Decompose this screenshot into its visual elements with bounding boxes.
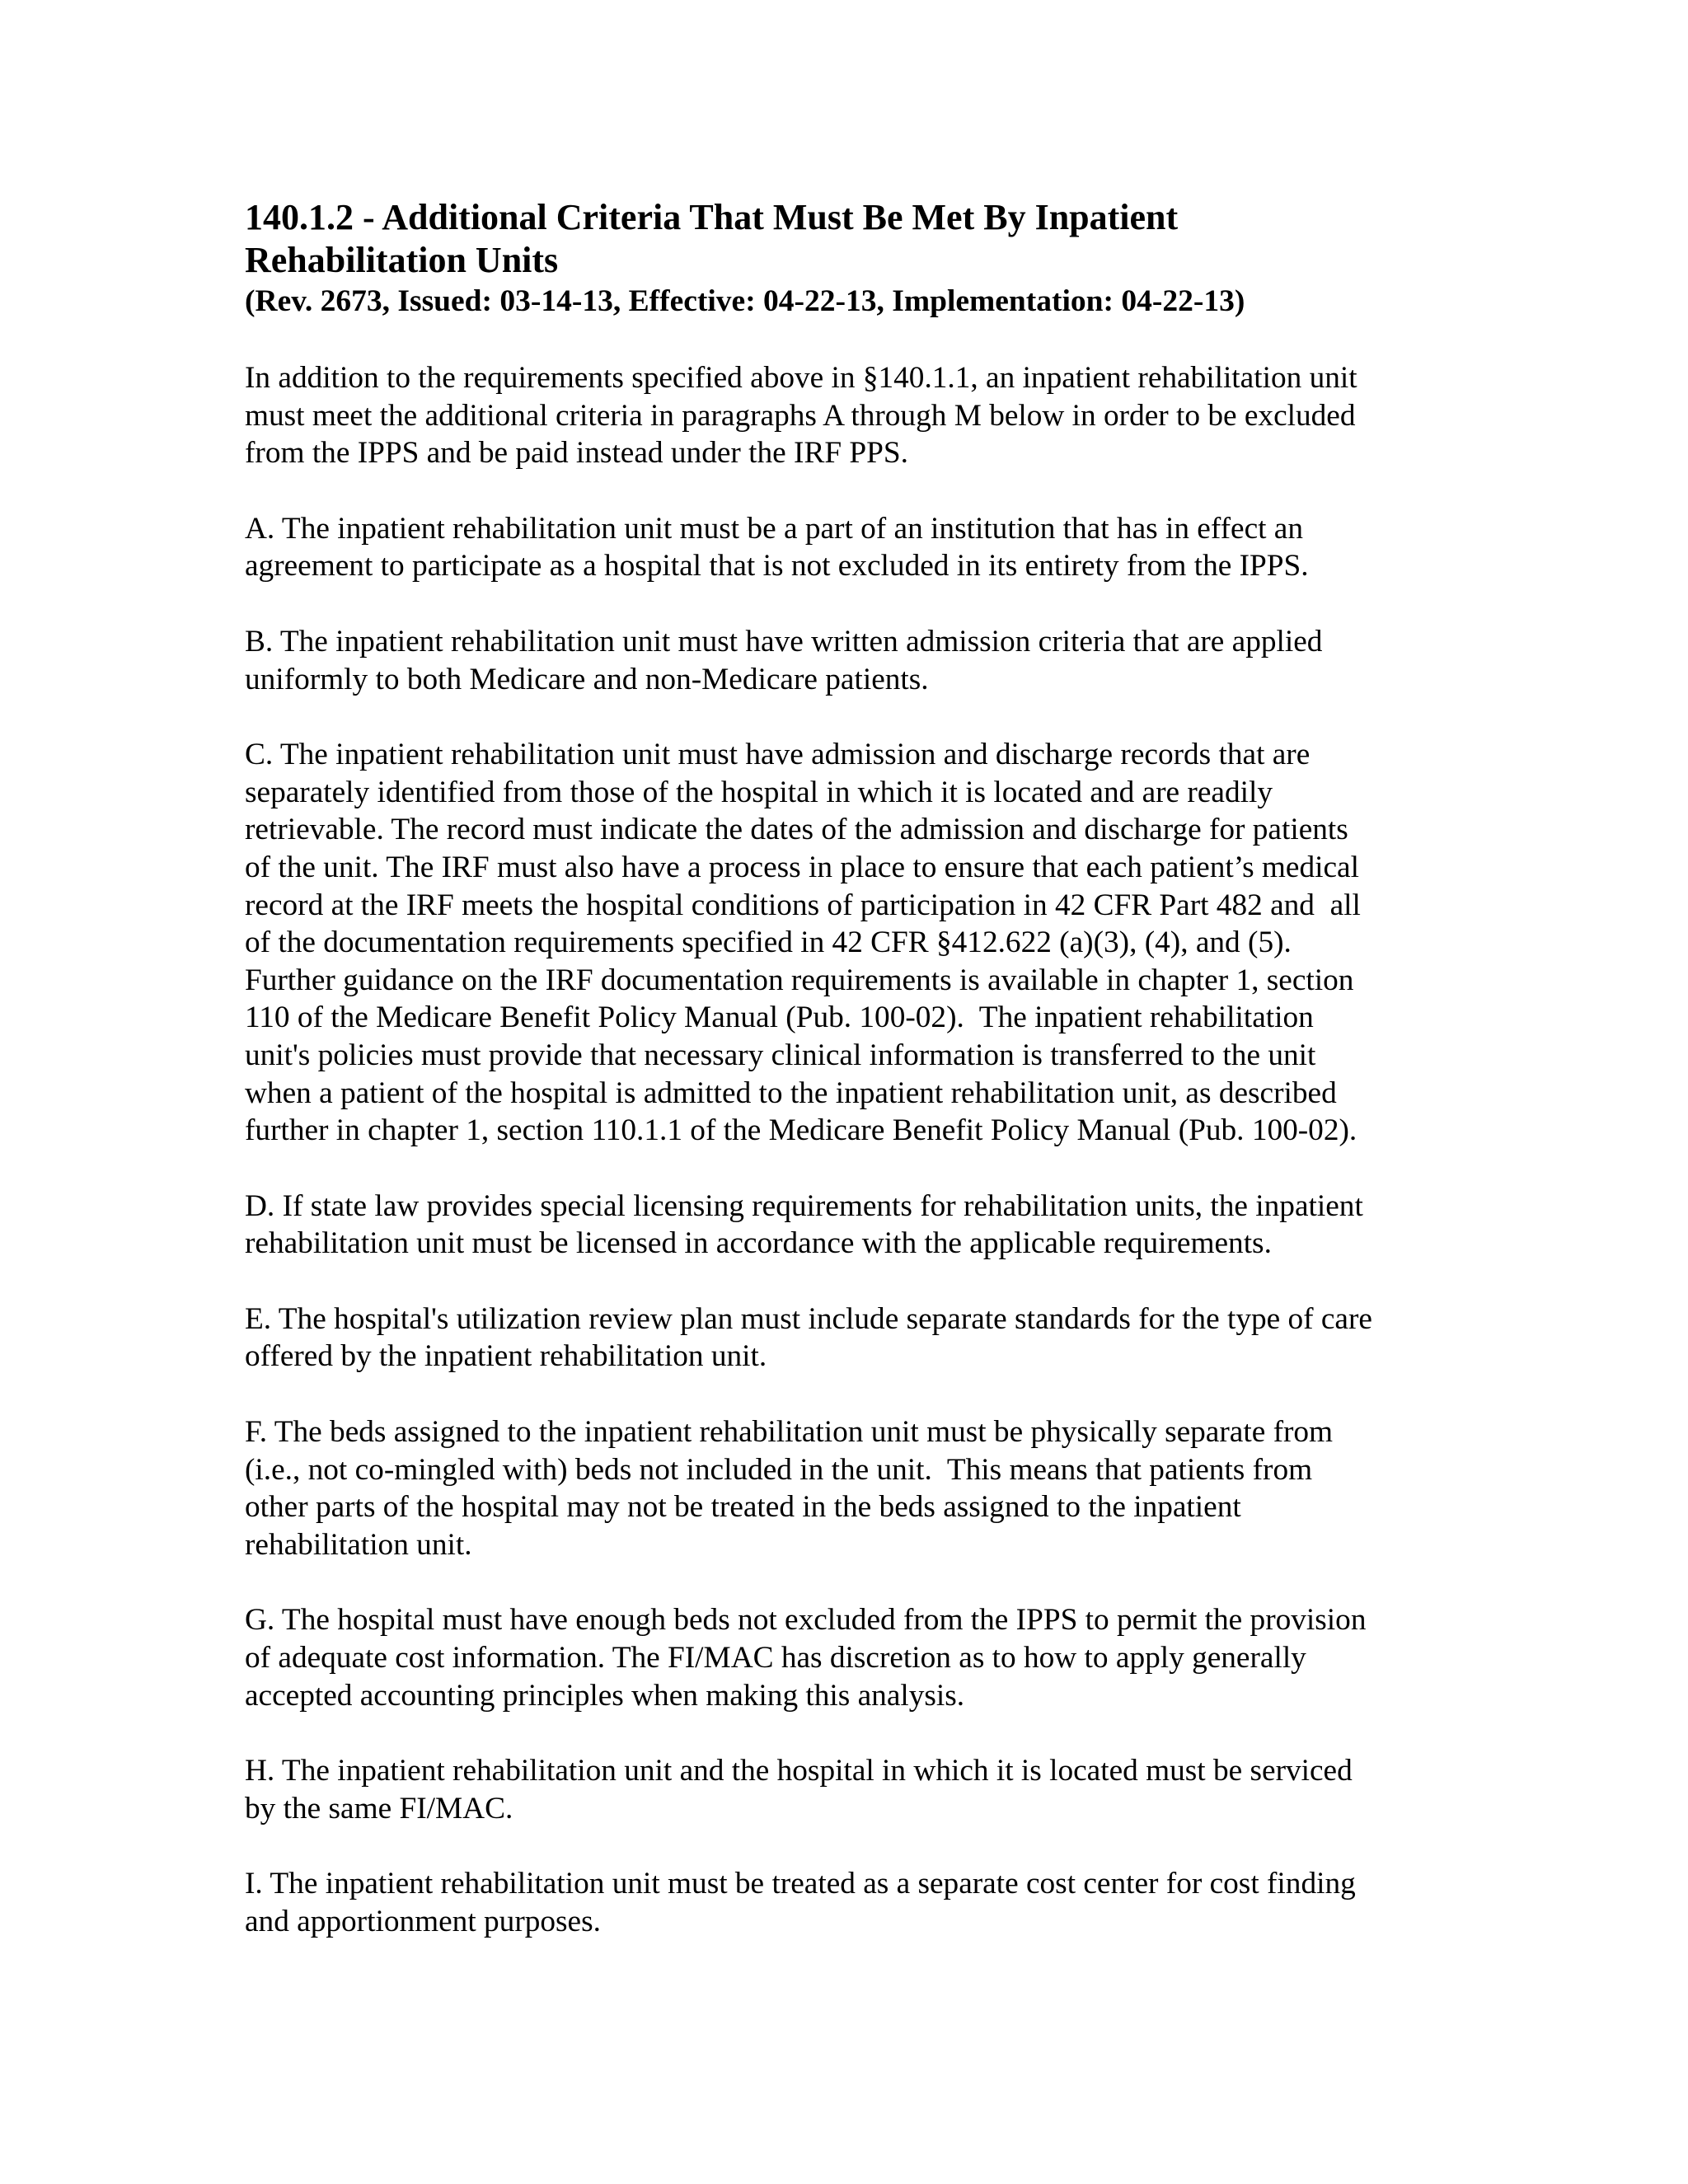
document-page — [245, 196, 1465, 1941]
paragraph-line: I. The inpatient rehabilitation unit must be treated as a separate cost center for cost finding — [245, 1867, 1356, 1901]
intro-paragraph — [245, 359, 1465, 472]
paragraph-line: Further guidance on the IRF documentation requirements is available in chapter 1, section — [245, 963, 1354, 997]
criterion-d-paragraph — [245, 1188, 1465, 1263]
paragraph-line: E. The hospital's utilization review plan must include separate standards for the type of care — [245, 1301, 1372, 1336]
paragraph-line: A. The inpatient rehabilitation unit must be a part of an institution that has in effect an — [245, 511, 1304, 546]
paragraph-line: H. The inpatient rehabilitation unit and the hospital in which it is located must be serviced — [245, 1754, 1353, 1788]
paragraph-line: when a patient of the hospital is admitted to the inpatient rehabilitation unit, as described — [245, 1076, 1337, 1110]
section-heading — [245, 196, 1465, 321]
paragraph-line: In addition to the requirements specified above in §140.1.1, an inpatient rehabilitation unit — [245, 361, 1357, 395]
criterion-g-paragraph — [245, 1601, 1465, 1714]
paragraph-line: F. The beds assigned to the inpatient rehabilitation unit must be physically separate from — [245, 1415, 1334, 1450]
revision-info: (Rev. 2673, Issued: 03-14-13, Effective: 04-22-13, Implementation: 04-22-13) — [245, 284, 1245, 318]
paragraph-line: (i.e., not co-mingled with) beds not included in the unit. This means that patients from — [245, 1452, 1313, 1487]
paragraph-line: of the unit. The IRF must also have a process in place to ensure that each patient’s medical — [245, 850, 1359, 884]
criterion-h-paragraph — [245, 1752, 1465, 1827]
paragraph-line: accepted accounting principles when making this analysis. — [245, 1678, 965, 1713]
paragraph-line: by the same FI/MAC. — [245, 1791, 513, 1825]
paragraph-line: uniformly to both Medicare and non-Medicare patients. — [245, 662, 929, 696]
paragraph-line: must meet the additional criteria in paragraphs A through M below in order to be excluded — [245, 398, 1356, 433]
section-title-line-2: Rehabilitation Units — [245, 240, 559, 280]
paragraph-line: rehabilitation unit. — [245, 1527, 472, 1562]
criterion-c-paragraph — [245, 736, 1465, 1150]
paragraph-line: 110 of the Medicare Benefit Policy Manual (Pub. 100-02). The inpatient rehabilitation — [245, 1001, 1314, 1035]
criterion-f-paragraph — [245, 1413, 1465, 1563]
paragraph-line: further in chapter 1, section 110.1.1 of the Medicare Benefit Policy Manual (Pub. 100-02). — [245, 1113, 1357, 1148]
paragraph-line: G. The hospital must have enough beds not excluded from the IPPS to permit the provision — [245, 1603, 1367, 1638]
paragraph-line: B. The inpatient rehabilitation unit must have written admission criteria that are applied — [245, 624, 1323, 658]
paragraph-line: rehabilitation unit must be licensed in accordance with the applicable requirements. — [245, 1226, 1272, 1261]
criterion-i-paragraph — [245, 1865, 1465, 1940]
paragraph-line: D. If state law provides special licensing requirements for rehabilitation units, the inpatient — [245, 1188, 1363, 1223]
paragraph-line: of adequate cost information. The FI/MAC has discretion as to how to apply generally — [245, 1641, 1306, 1675]
paragraph-line: separately identified from those of the hospital in which it is located and are readily — [245, 775, 1273, 809]
paragraph-line: C. The inpatient rehabilitation unit must have admission and discharge records that are — [245, 738, 1311, 772]
paragraph-line: unit's policies must provide that necessary clinical information is transferred to the unit — [245, 1038, 1316, 1072]
paragraph-line: other parts of the hospital may not be treated in the beds assigned to the inpatient — [245, 1490, 1241, 1525]
criterion-b-paragraph — [245, 623, 1465, 698]
paragraph-line: retrievable. The record must indicate the dates of the admission and discharge for patients — [245, 813, 1348, 847]
paragraph-line: and apportionment purposes. — [245, 1905, 601, 1938]
paragraph-line: of the documentation requirements specified in 42 CFR §412.622 (a)(3), (4), and (5). — [245, 926, 1292, 960]
paragraph-line: record at the IRF meets the hospital conditions of participation in 42 CFR Part 482 and all — [245, 888, 1361, 922]
criterion-a-paragraph — [245, 510, 1465, 585]
paragraph-line: agreement to participate as a hospital that is not excluded in its entirety from the IPPS. — [245, 549, 1309, 583]
criterion-e-paragraph — [245, 1301, 1465, 1376]
section-title-line-1: 140.1.2 - Additional Criteria That Must Be Met By Inpatient — [245, 197, 1179, 237]
paragraph-line: offered by the inpatient rehabilitation unit. — [245, 1339, 767, 1374]
paragraph-line: from the IPPS and be paid instead under the IRF PPS. — [245, 436, 908, 471]
